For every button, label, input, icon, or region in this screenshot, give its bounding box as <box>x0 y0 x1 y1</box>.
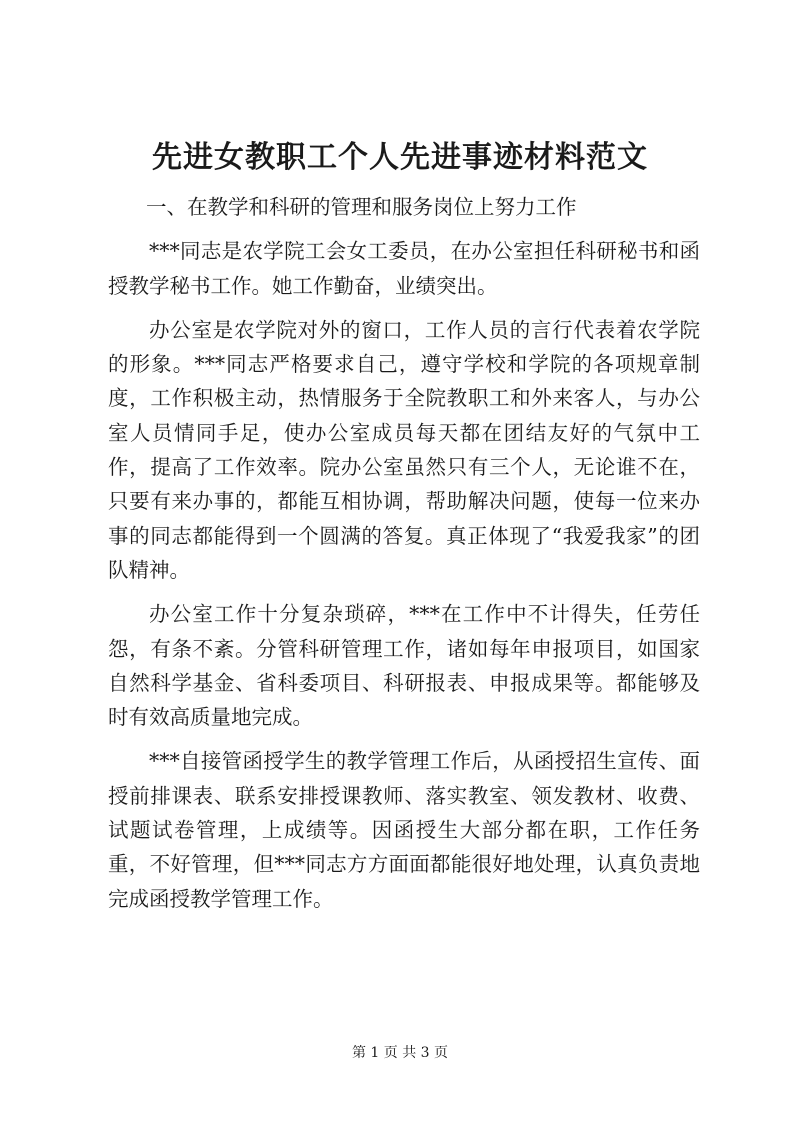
page-number-footer: 第 1 页 共 3 页 <box>351 1045 449 1061</box>
document-body <box>108 190 700 916</box>
document-title: 先进女教职工个人先进事迹材料范文 <box>152 140 648 175</box>
paragraph: 办公室是农学院对外的窗口，工作人员的言行代表着农学院的形象。***同志严格要求自己，遵守学校和学院的各项规章制度，工作积极主动，热情服务于全院教职工和外来客人，与办公室人员情同手足，使办公室成员每天都在团结友好的气氛中工作，提高了工作效率。院办公室虽然只有三个人，无论谁不在，只要有来办事的，都能互相协调，帮助解决问题，使每一位来办事的同志都能得到一个圆满的答复。真正体现了“我爱我家”的团队精神。 <box>108 317 700 582</box>
section-heading: 一、在教学和科研的管理和服务岗位上努力工作 <box>146 195 577 219</box>
paragraph: ***同志是农学院工会女工委员，在办公室担任科研秘书和函授教学秘书工作。她工作勤奋，业绩突出。 <box>108 239 700 298</box>
paragraph: ***自接管函授学生的教学管理工作后，从函授招生宣传、面授前排课表、联系安排授课教师、落实教室、领发教材、收费、试题试卷管理，上成绩等。因函授生大部分都在职，工作任务重，不好管理，但***同志方方面面都能很好地处理，认真负责地完成函授教学管理工作。 <box>108 749 700 911</box>
paragraph: 办公室工作十分复杂琐碎，***在工作中不计得失，任劳任怨，有条不紊。分管科研管理工作，诸如每年申报项目，如国家自然科学基金、省科委项目、科研报表、申报成果等。都能够及时有效高质量地完成。 <box>108 602 700 730</box>
